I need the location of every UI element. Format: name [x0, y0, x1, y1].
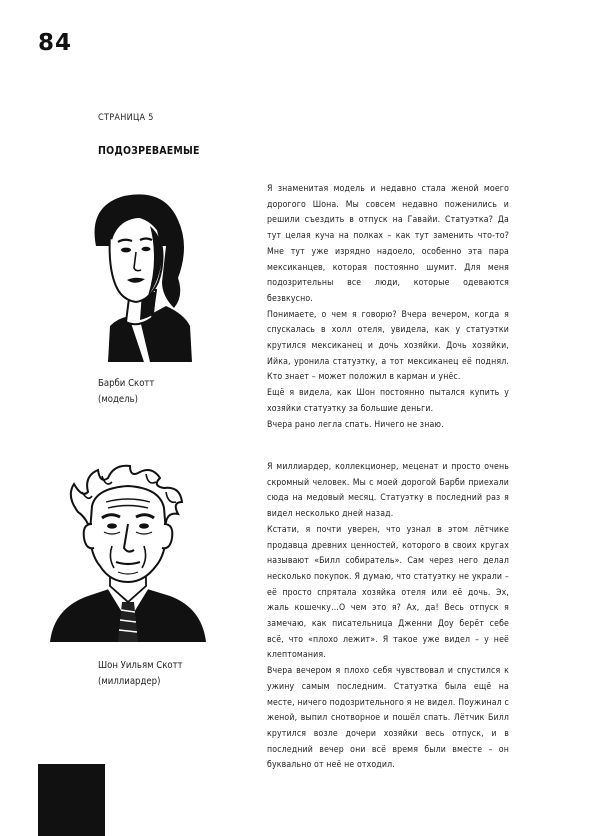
decorative-black-block — [38, 764, 105, 836]
suspect-testimony — [267, 182, 509, 433]
testimony-paragraph: Понимаете, о чем я говорю? Вчера вечером, когда я спускалась в холл отеля, увидела, как у статуэтки крутился мексиканец и дочь хозяйки. Дочь хозяйки, Ийка, уронила статуэтку, а тот мексиканец её поднял. Кто знает – может положил в карман и унёс. — [267, 309, 509, 383]
testimony-paragraph: Я миллиардер, коллекционер, меценат и просто очень скромный человек. Мы с моей дорогой Барби приехали сюда на медовый месяц. Статуэтку в последний раз я видел несколько дней назад. — [267, 462, 509, 520]
section-title: ПОДОЗРЕВАЕМЫЕ — [98, 145, 200, 157]
old-man-portrait-icon — [48, 462, 208, 642]
suspect-role: (миллиардер) — [98, 676, 161, 687]
testimony-paragraph: Кстати, я почти уверен, что узнал в этом лётчике продавца древних ценностей, которого в своих кругах называют «Билл собиратель». Сам через него делал несколько покупок. Я думаю, что статуэтку не украли – её просто спрятала хозяйка отеля или её дочь. Эх, жаль кошечку...О чем это я? Ах, да! Весь отпуск я замечаю, как писательница Дженни Доу берёт себе всё, что «плохо лежит». Я такое уже видел – у неё клептомания. — [267, 524, 509, 661]
suspect-role: (модель) — [98, 394, 139, 405]
suspect-caption — [98, 658, 183, 690]
suspect-testimony — [267, 460, 509, 774]
page-number: 84 — [38, 30, 73, 56]
suspect-name: Барби Скотт — [98, 378, 155, 389]
suspect-caption — [98, 376, 154, 408]
testimony-paragraph: Ещё я видела, как Шон постоянно пытался купить у хозяйки статуэтку за большие деньги. — [267, 388, 509, 414]
testimony-paragraph: Я знаменитая модель и недавно стала женой моего дорогого Шона. Мы совсем недавно поженились и решили съездить в отпуск на Гавайи. Статуэтка? Да тут целая куча на полках – как тут заменить что-то? Мне тут уже изрядно надоело, особенно эта пара мексиканцев, которая постоянно шумит. Для меня подозрительны все люди, которые одеваются безвкусно. — [267, 184, 509, 304]
woman-portrait-icon — [66, 186, 196, 362]
suspect-name: Шон Уильям Скотт — [98, 660, 183, 671]
testimony-paragraph: Вчера рано легла спать. Ничего не знаю. — [267, 419, 444, 430]
page-label: СТРАНИЦА 5 — [98, 113, 154, 123]
testimony-paragraph: Вчера вечером я плохо себя чувствовал и спустился к ужину самым последним. Статуэтка была ещё на месте, ничего подозрительного я не видел. Поужинал с женой, выпил снотворное и пошёл спать. Лётчик Билл крутился возле дочери хозяйки весь отпуск, и в последний вечер они всё время были вместе – он буквально от неё не отходил. — [267, 666, 509, 771]
